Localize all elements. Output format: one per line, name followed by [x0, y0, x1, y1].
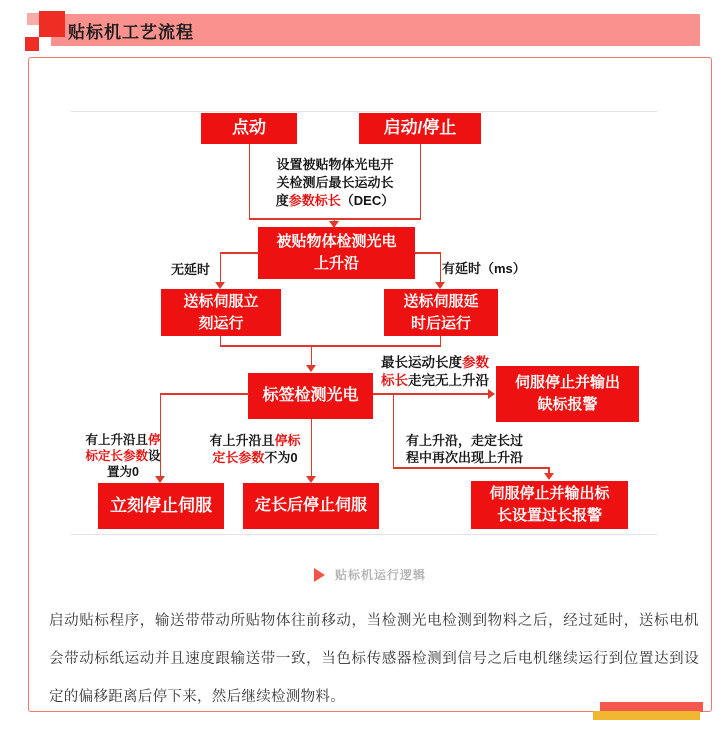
arrow-right-icon	[488, 389, 495, 399]
checker-cell	[27, 13, 39, 25]
flow-label-param-zero: 有上升沿且停标定长参数设置为0	[85, 433, 161, 479]
arrow-down-icon	[215, 282, 225, 289]
flow-box-stop-after-length: 定长后停止伺服	[243, 483, 379, 529]
connector-line	[160, 393, 249, 395]
checker-cell	[39, 37, 51, 49]
connector-line	[220, 345, 441, 347]
checker-logo-icon	[24, 8, 68, 54]
connector-line	[415, 252, 441, 254]
connector-line	[220, 252, 259, 254]
flow-box-overlength-alarm: 伺服停止并输出标长设置过长报警	[471, 481, 628, 529]
divider-top	[71, 111, 657, 112]
checker-cell	[25, 37, 39, 51]
connector-line	[311, 345, 313, 366]
checker-cell	[27, 25, 39, 37]
flow-box-feed-servo-delayed: 送标伺服延时后运行	[384, 289, 498, 336]
decor-gold-bar	[593, 711, 700, 720]
connector-line	[220, 252, 222, 283]
flow-box-missing-label-alarm: 伺服停止并输出缺标报警	[496, 366, 639, 422]
caption-text: 贴标机运行逻辑	[334, 568, 426, 582]
connector-line	[393, 467, 550, 469]
flow-box-object-rising-edge: 被贴物体检测光电上升沿	[258, 227, 415, 279]
page-title: 贴标机工艺流程	[68, 23, 194, 42]
connector-line	[440, 252, 442, 283]
flow-label-param-nonzero: 有上升沿且停标定长参数不为0	[209, 433, 301, 465]
connector-line	[249, 144, 251, 219]
flow-box-feed-servo-immediate: 送标伺服立刻运行	[161, 289, 281, 336]
arrow-down-icon	[544, 473, 554, 480]
flow-box-start-stop: 启动/停止	[359, 113, 481, 144]
flow-label-no-delay: 无延时	[171, 262, 211, 277]
flow-box-jog: 点动	[201, 113, 297, 144]
play-triangle-icon	[314, 568, 325, 582]
flow-label-no-rising: 最长运动长度参数标长走完无上升沿	[381, 355, 489, 388]
flow-box-label-detect: 标签检测光电	[248, 373, 373, 419]
flow-label-setup: 设置被贴物体光电开关检测后最长运动长度参数标长（DEC）	[275, 157, 395, 208]
arrow-down-icon	[435, 282, 445, 289]
connector-line	[373, 393, 489, 395]
checker-cell	[39, 11, 65, 37]
connector-line	[420, 144, 422, 219]
divider-bottom	[71, 534, 657, 535]
description-paragraph: 启动贴标程序，输送带带动所贴物体往前移动，当检测光电检测到物料之后，经过延时，送标电机会带动标纸运动并且速度跟输送带一致，当色标传感器检测到信号之后电机继续运行到位置达到设定的偏移距离后停下来，然后继续检测物料。	[49, 613, 699, 705]
connector-line	[393, 394, 395, 468]
flow-label-with-delay: 有延时（ms）	[442, 261, 526, 276]
image-caption	[29, 566, 711, 583]
connector-line	[311, 419, 313, 477]
content-card	[28, 57, 712, 712]
flow-box-stop-immediately: 立刻停止伺服	[98, 483, 224, 529]
flow-label-rising-twice: 有上升沿，走定长过程中再次出现上升沿	[406, 433, 524, 465]
arrow-down-icon	[306, 476, 316, 483]
arrow-down-icon	[306, 365, 316, 372]
